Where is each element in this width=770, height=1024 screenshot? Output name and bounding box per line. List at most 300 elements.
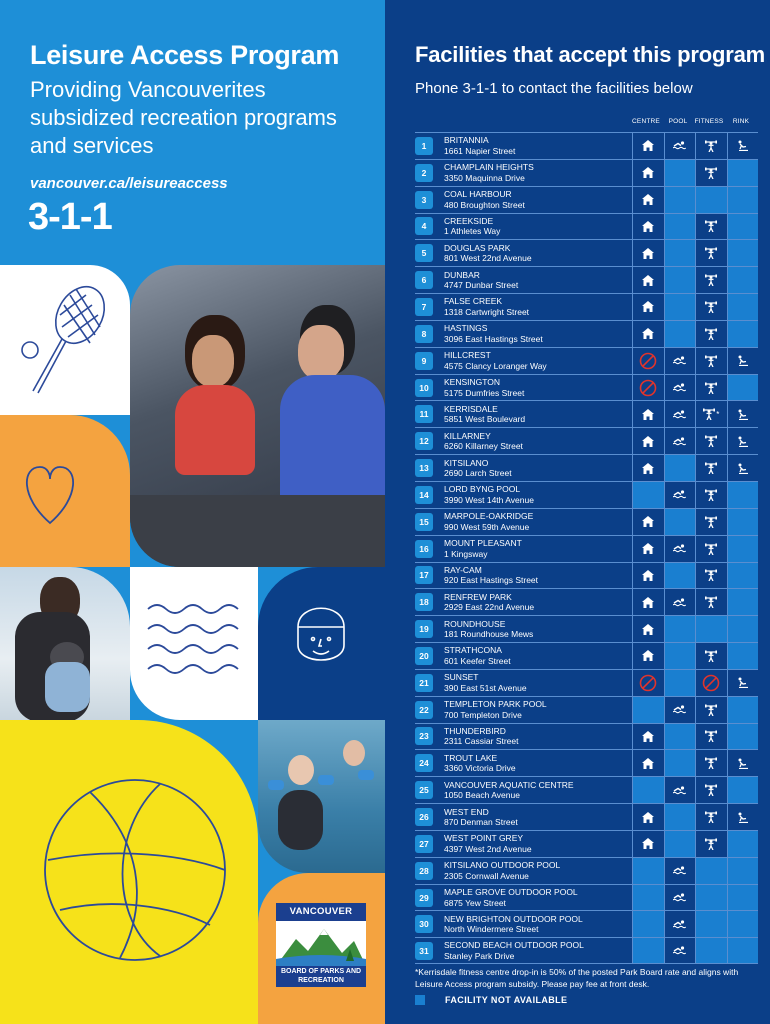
fitness-icon [705, 838, 717, 850]
facility-address: 6875 Yew Street [444, 897, 506, 908]
pool-cell [664, 589, 696, 615]
table-row [415, 374, 758, 401]
row-number-cell [415, 348, 440, 374]
fitness-icon [705, 247, 717, 259]
facility-name-cell [440, 375, 632, 401]
column-header-rink: RINK [732, 118, 750, 125]
row-number-cell [415, 321, 440, 347]
pool-cell [664, 777, 696, 803]
water-waves-icon [130, 567, 258, 720]
pool-cell [664, 267, 696, 293]
facility-name: HASTINGS [444, 323, 488, 334]
fitness-cell [695, 294, 727, 320]
aquafit-photo [258, 720, 385, 873]
table-row [415, 159, 758, 186]
row-number-cell [415, 885, 440, 911]
facility-number-badge: 28 [415, 862, 433, 880]
row-number-cell [415, 455, 440, 481]
table-row [415, 669, 758, 696]
fitness-cell [695, 187, 727, 213]
facility-name: KITSILANO [444, 457, 489, 468]
basketball-tile [0, 720, 258, 1024]
facility-name: MARPOLE-OAKRIDGE [444, 511, 534, 522]
centre-cell [632, 938, 664, 963]
centre-icon [642, 838, 654, 849]
facility-number-badge: 19 [415, 620, 433, 638]
facilities-subheading: Phone 3-1-1 to contact the facilities below [415, 80, 693, 97]
centre-icon [642, 221, 654, 232]
centre-icon [642, 167, 654, 178]
row-number-cell [415, 777, 440, 803]
pool-cell [664, 348, 696, 374]
fitness-cell [695, 670, 727, 696]
facility-name: KILLARNEY [444, 430, 491, 441]
pool-cell [664, 294, 696, 320]
facility-name: DOUGLAS PARK [444, 242, 511, 253]
facility-number-badge: 3 [415, 191, 433, 209]
row-number-cell [415, 133, 440, 159]
fitness-cell [695, 885, 727, 911]
table-row [415, 132, 758, 159]
pool-cell [664, 885, 696, 911]
centre-cell [632, 563, 664, 589]
table-row [415, 776, 758, 803]
centre-cell [632, 858, 664, 884]
pool-icon [673, 383, 686, 392]
rink-cell [727, 160, 759, 186]
rink-icon [737, 140, 749, 151]
row-number-cell [415, 536, 440, 562]
pool-cell [664, 428, 696, 454]
facility-number-badge: 17 [415, 566, 433, 584]
pool-cell [664, 616, 696, 642]
facility-number-badge: 18 [415, 593, 433, 611]
centre-cell [632, 428, 664, 454]
fitness-cell [695, 563, 727, 589]
facility-name: TEMPLETON PARK POOL [444, 699, 547, 710]
facilities-table [415, 112, 758, 964]
pool-icon [673, 705, 686, 714]
facility-name: STRATHCONA [444, 645, 502, 656]
table-row [415, 535, 758, 562]
row-number-cell [415, 911, 440, 937]
facility-address: 480 Broughton Street [444, 199, 525, 210]
logo-top-text: VANCOUVER [276, 903, 366, 921]
fitness-cell [695, 589, 727, 615]
rink-cell [727, 187, 759, 213]
centre-icon [642, 194, 654, 205]
facility-number-badge: 31 [415, 942, 433, 960]
table-row [415, 347, 758, 374]
facility-name: TROUT LAKE [444, 752, 498, 763]
row-number-cell [415, 509, 440, 535]
table-row [415, 857, 758, 884]
table-row [415, 723, 758, 750]
table-row [415, 427, 758, 454]
rink-cell [727, 750, 759, 776]
fitness-cell [695, 214, 727, 240]
centre-cell [632, 482, 664, 508]
facility-name: MAPLE GROVE OUTDOOR POOL [444, 887, 578, 898]
facility-address: 990 West 59th Avenue [444, 521, 530, 532]
fitness-icon [705, 355, 717, 367]
rink-cell [727, 294, 759, 320]
fitness-icon [705, 301, 717, 313]
fitness-icon [705, 274, 717, 286]
facility-address: 2690 Larch Street [444, 468, 512, 479]
centre-icon [642, 275, 654, 286]
centre-cell [632, 831, 664, 857]
pool-icon [673, 410, 686, 419]
pool-cell [664, 214, 696, 240]
facility-name-cell [440, 536, 632, 562]
facility-address: 2929 East 22nd Avenue [444, 602, 535, 613]
row-number-cell [415, 589, 440, 615]
facility-address: 1661 Napier Street [444, 145, 516, 156]
centre-cell [632, 455, 664, 481]
fitness-cell [695, 375, 727, 401]
centre-cell [632, 267, 664, 293]
facility-address: 1318 Cartwright Street [444, 306, 530, 317]
facility-name-cell [440, 858, 632, 884]
facility-name-cell [440, 911, 632, 937]
fitness-cell [695, 348, 727, 374]
heart-icon [0, 415, 130, 567]
row-number-cell [415, 750, 440, 776]
pool-cell [664, 321, 696, 347]
facility-number-badge: 14 [415, 486, 433, 504]
rink-cell [727, 589, 759, 615]
facility-name-cell [440, 589, 632, 615]
facility-name-cell [440, 455, 632, 481]
facility-name-cell [440, 643, 632, 669]
facility-name-cell [440, 240, 632, 266]
fitness-cell [695, 938, 727, 963]
table-row [415, 588, 758, 615]
facility-address: Stanley Park Drive [444, 950, 515, 961]
rink-cell [727, 428, 759, 454]
table-row [415, 884, 758, 911]
fitness-icon [705, 596, 717, 608]
fitness-cell [695, 697, 727, 723]
rink-cell [727, 643, 759, 669]
waves-tile [130, 567, 258, 720]
right-panel [385, 0, 770, 1024]
facility-name-cell [440, 885, 632, 911]
table-row [415, 642, 758, 669]
centre-icon [642, 463, 654, 474]
facility-address: 3350 Maquinna Drive [444, 172, 525, 183]
park-board-logo [276, 903, 366, 993]
centre-cell [632, 804, 664, 830]
centre-icon [642, 516, 654, 527]
rink-cell [727, 321, 759, 347]
facility-name-cell [440, 509, 632, 535]
facility-number-badge: 20 [415, 647, 433, 665]
facility-address: 4397 West 2nd Avenue [444, 843, 532, 854]
legend [415, 995, 567, 1005]
pool-icon [673, 866, 686, 875]
fitness-cell [695, 858, 727, 884]
column-header-fitness: FITNESS [694, 118, 724, 125]
pool-icon [673, 141, 686, 150]
facility-address: 6260 Killarney Street [444, 441, 523, 452]
rink-cell [727, 831, 759, 857]
row-number-cell [415, 724, 440, 750]
rink-cell [727, 616, 759, 642]
facility-address: 5175 Dumfries Street [444, 387, 525, 398]
pool-cell [664, 482, 696, 508]
pool-icon [673, 490, 686, 499]
facility-name: BRITANNIA [444, 135, 489, 146]
facility-name-cell [440, 348, 632, 374]
row-number-cell [415, 267, 440, 293]
facility-name: WEST POINT GREY [444, 833, 524, 844]
table-row [415, 696, 758, 723]
table-row [415, 508, 758, 535]
centre-cell [632, 911, 664, 937]
table-row [415, 454, 758, 481]
centre-cell [632, 509, 664, 535]
kerrisdale-footnote: *Kerrisdale fitness centre drop-in is 50% of the posted Park Board rate and aligns with Leisure Access program subsidy. Please pay fee at front desk. [415, 967, 739, 989]
facility-name-cell [440, 321, 632, 347]
pool-cell [664, 375, 696, 401]
facility-name: MOUNT PLEASANT [444, 538, 522, 549]
rink-cell [727, 401, 759, 427]
fitness-cell [695, 911, 727, 937]
facility-name: VANCOUVER AQUATIC CENTRE [444, 779, 574, 790]
facility-name: ROUNDHOUSE [444, 618, 506, 629]
facility-name-cell [440, 428, 632, 454]
rink-cell [727, 697, 759, 723]
rink-cell [727, 375, 759, 401]
facility-name-cell [440, 133, 632, 159]
facility-address: 181 Roundhouse Mews [444, 629, 534, 640]
facility-name: SECOND BEACH OUTDOOR POOL [444, 940, 584, 951]
pool-cell [664, 938, 696, 963]
facility-name-cell [440, 670, 632, 696]
not-available-swatch [415, 995, 425, 1005]
facility-number-badge: 16 [415, 540, 433, 558]
table-row [415, 830, 758, 857]
legend-label: FACILITY NOT AVAILABLE [445, 995, 568, 1005]
facility-name: KERRISDALE [444, 403, 498, 414]
facility-name: SUNSET [444, 672, 479, 683]
page-subtitle: Providing Vancouverites subsidized recreation programs and services [30, 77, 337, 158]
rink-cell [727, 938, 759, 963]
centre-icon [642, 301, 654, 312]
rink-icon [737, 758, 749, 769]
facility-number-badge: 29 [415, 889, 433, 907]
facilities-heading: Facilities that accept this program [415, 42, 765, 67]
pool-icon [673, 437, 686, 446]
table-row [415, 615, 758, 642]
table-row [415, 910, 758, 937]
fitness-icon [705, 516, 717, 528]
facility-name: KENSINGTON [444, 377, 501, 388]
facility-number-badge: 6 [415, 271, 433, 289]
facility-number-badge: 15 [415, 513, 433, 531]
row-number-cell [415, 294, 440, 320]
row-number-cell [415, 616, 440, 642]
row-number-cell [415, 375, 440, 401]
facility-name: CHAMPLAIN HEIGHTS [444, 162, 534, 173]
centre-cell [632, 589, 664, 615]
facility-address: 3096 East Hastings Street [444, 333, 543, 344]
row-number-cell [415, 563, 440, 589]
row-number-cell [415, 858, 440, 884]
not-offered-icon [639, 674, 657, 692]
facility-number-badge: 8 [415, 325, 433, 343]
facility-number-badge: 13 [415, 459, 433, 477]
column-header-centre: CENTRE [632, 118, 660, 125]
facility-number-badge: 5 [415, 244, 433, 262]
table-row [415, 320, 758, 347]
rink-cell [727, 348, 759, 374]
centre-icon [642, 650, 654, 661]
centre-cell [632, 885, 664, 911]
pool-icon [673, 356, 686, 365]
row-number-cell [415, 831, 440, 857]
facility-number-badge: 30 [415, 915, 433, 933]
facility-number-badge: 25 [415, 781, 433, 799]
facility-address: 2305 Cornwall Avenue [444, 870, 529, 881]
rink-icon [737, 463, 749, 474]
rink-cell [727, 214, 759, 240]
row-number-cell [415, 670, 440, 696]
row-number-cell [415, 401, 440, 427]
facility-number-badge: 7 [415, 298, 433, 316]
not-offered-icon [702, 674, 720, 692]
facility-name-cell [440, 214, 632, 240]
row-number-cell [415, 187, 440, 213]
facility-address: 2311 Cassiar Street [444, 736, 519, 747]
facility-name: KITSILANO OUTDOOR POOL [444, 860, 561, 871]
rink-cell [727, 858, 759, 884]
centre-icon [642, 140, 654, 151]
fitness-icon [705, 489, 717, 501]
facility-name-cell [440, 831, 632, 857]
rink-cell [727, 240, 759, 266]
centre-icon [642, 570, 654, 581]
pool-cell [664, 187, 696, 213]
facility-name: FALSE CREEK [444, 296, 503, 307]
pool-icon [673, 544, 686, 553]
skating-photo [0, 567, 130, 720]
fitness-icon [705, 167, 717, 179]
pool-cell [664, 911, 696, 937]
facility-address: 1050 Beach Avenue [444, 790, 520, 801]
facility-number-badge: 10 [415, 379, 433, 397]
mountain-tree-icon [276, 921, 366, 966]
pool-cell [664, 670, 696, 696]
facility-address: 1 Kingsway [444, 548, 488, 559]
facility-number-badge: 11 [415, 405, 433, 423]
fitness-icon [705, 382, 717, 394]
centre-icon [642, 597, 654, 608]
centre-cell [632, 724, 664, 750]
centre-icon [642, 731, 654, 742]
facility-name: CREEKSIDE [444, 215, 494, 226]
page-title: Leisure Access Program [30, 40, 340, 70]
centre-cell [632, 214, 664, 240]
facility-name: HILLCREST [444, 350, 491, 361]
row-number-cell [415, 643, 440, 669]
pool-cell [664, 509, 696, 535]
fitness-icon [705, 569, 717, 581]
logo-tile [258, 873, 385, 1024]
centre-cell [632, 187, 664, 213]
facility-number-badge: 4 [415, 217, 433, 235]
facility-number-badge: 26 [415, 808, 433, 826]
not-offered-icon [639, 352, 657, 370]
centre-icon [642, 543, 654, 554]
rink-icon [737, 436, 749, 447]
table-row [415, 562, 758, 589]
centre-icon [642, 758, 654, 769]
rink-cell [727, 670, 759, 696]
pool-cell [664, 831, 696, 857]
centre-cell [632, 375, 664, 401]
facility-number-badge: 22 [415, 701, 433, 719]
facility-name-cell [440, 804, 632, 830]
facility-address: 920 East Hastings Street [444, 575, 539, 586]
gym-photo [130, 265, 385, 567]
fitness-icon [703, 408, 715, 420]
facility-rows [415, 132, 758, 964]
rink-cell [727, 455, 759, 481]
fitness-cell [695, 240, 727, 266]
pool-cell [664, 643, 696, 669]
table-header [415, 112, 758, 132]
facility-address: 4747 Dunbar Street [444, 280, 519, 291]
rink-icon [737, 812, 749, 823]
fitness-icon [705, 543, 717, 555]
facility-address: 3360 Victoria Drive [444, 763, 516, 774]
fitness-cell [695, 401, 727, 427]
facility-name-cell [440, 938, 632, 963]
facility-address: 700 Templeton Drive [444, 709, 522, 720]
row-number-cell [415, 214, 440, 240]
tennis-racket-icon [0, 265, 130, 415]
fitness-cell [695, 267, 727, 293]
pool-cell [664, 724, 696, 750]
program-url-link[interactable]: vancouver.ca/leisureaccess [30, 175, 228, 192]
heart-tile [0, 415, 130, 567]
fitness-cell [695, 536, 727, 562]
centre-cell [632, 133, 664, 159]
facility-address: 3990 West 14th Avenue [444, 494, 534, 505]
row-number-cell [415, 160, 440, 186]
facility-name: LORD BYNG POOL [444, 484, 521, 495]
facility-name: COAL HARBOUR [444, 189, 512, 200]
pool-icon [673, 893, 686, 902]
facility-name: DUNBAR [444, 269, 480, 280]
centre-cell [632, 670, 664, 696]
fitness-icon [705, 811, 717, 823]
rink-cell [727, 885, 759, 911]
fitness-cell [695, 455, 727, 481]
facility-address: 4575 Clancy Loranger Way [444, 360, 547, 371]
facility-address: North Windermere Street [444, 924, 539, 935]
centre-cell [632, 777, 664, 803]
centre-cell [632, 348, 664, 374]
table-row [415, 293, 758, 320]
pool-cell [664, 401, 696, 427]
centre-cell [632, 697, 664, 723]
facility-name-cell [440, 777, 632, 803]
pool-icon [673, 946, 686, 955]
